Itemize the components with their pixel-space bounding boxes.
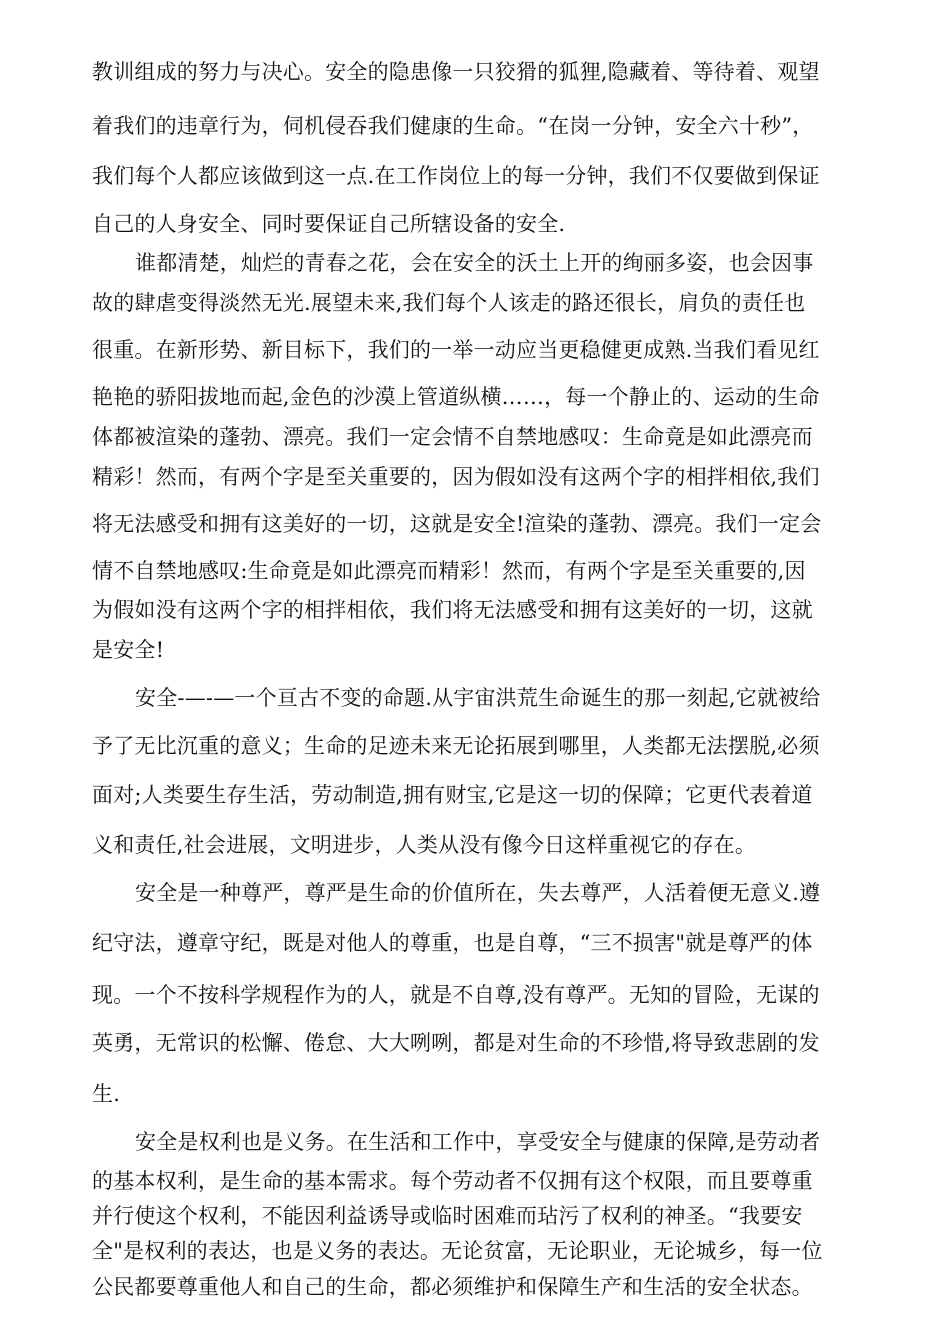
text-line: 现。一个不按科学规程作为的人，就是不自尊,没有尊严。无知的冒险，无谋的 <box>92 983 820 1007</box>
text-line: 我们每个人都应该做到这一点.在工作岗位上的每一分钟，我们不仅要做到保证 <box>92 164 820 188</box>
text-line: 为假如没有这两个字的相拌相依，我们将无法感受和拥有这美好的一切，这就 <box>92 598 813 622</box>
text-line: 体都被渲染的蓬勃、漂亮。我们一定会情不自禁地感叹：生命竟是如此漂亮而 <box>92 425 813 449</box>
text-line: 艳艳的骄阳拔地而起,金色的沙漠上管道纵横……，每一个静止的、运动的生命 <box>92 385 820 409</box>
text-line: 予了无比沉重的意义；生命的足迹未来无论拓展到哪里，人类都无法摆脱,必须 <box>92 734 820 758</box>
paragraph-first-line: 谁都清楚，灿烂的青春之花，会在安全的沃土上开的绚丽多姿，也会因事 <box>135 251 814 275</box>
text-line: 面对;人类要生存生活，劳动制造,拥有财宝,它是这一切的保障；它更代表着道 <box>92 783 813 807</box>
text-line: 并行使这个权利，不能因利益诱导或临时困难而玷污了权利的神圣。“我要安 <box>92 1204 803 1228</box>
text-line: 英勇，无常识的松懈、倦怠、大大咧咧，都是对生命的不珍惜,将导致悲剧的发 <box>92 1031 820 1055</box>
text-line: 自己的人身安全、同时要保证自己所辖设备的安全. <box>92 212 566 236</box>
text-line: 教训组成的努力与决心。安全的隐患像一只狡猾的狐狸,隐藏着、等待着、观望 <box>92 60 820 84</box>
text-line: 的基本权利，是生命的基本需求。每个劳动者不仅拥有这个权限，而且要尊重 <box>92 1169 813 1193</box>
text-line: 生. <box>92 1082 121 1106</box>
text-line: 义和责任,社会进展，文明进步，人类从没有像今日这样重视它的存在。 <box>92 833 757 857</box>
text-line: 很重。在新形势、新目标下，我们的一举一动应当更稳健更成熟.当我们看见红 <box>92 338 820 362</box>
text-line: 是安全! <box>92 638 165 662</box>
text-line: 故的肆虐变得淡然无光.展望未来,我们每个人该走的路还很长，肩负的责任也 <box>92 291 806 315</box>
text-line: 情不自禁地感叹:生命竟是如此漂亮而精彩！然而，有两个字是至关重要的,因 <box>92 559 806 583</box>
text-line: 将无法感受和拥有这美好的一切，这就是安全!渲染的蓬勃、漂亮。我们一定会 <box>92 512 822 536</box>
text-line: 全"是权利的表达，也是义务的表达。无论贫富，无论职业，无论城乡，每一位 <box>92 1239 823 1263</box>
paragraph-first-line: 安全-—-—一个亘古不变的命题.从宇宙洪荒生命诞生的那一刻起,它就被给 <box>135 686 821 710</box>
paragraph-first-line: 安全是权利也是义务。在生活和工作中，享受安全与健康的保障,是劳动者 <box>135 1130 821 1154</box>
text-line: 着我们的违章行为，伺机侵吞我们健康的生命。“在岗一分钟，安全六十秒”， <box>92 114 814 138</box>
text-line: 纪守法，遵章守纪，既是对他人的尊重，也是自尊，“三不损害"就是尊严的体 <box>92 931 813 955</box>
text-line: 精彩！然而，有两个字是至关重要的，因为假如没有这两个字的相拌相依,我们 <box>92 465 820 489</box>
paragraph-first-line: 安全是一种尊严，尊严是生命的价值所在，失去尊严，人活着便无意义.遵 <box>135 881 821 905</box>
text-line: 公民都要尊重他人和自己的生命，都必须维护和保障生产和生活的安全状态。 <box>92 1275 813 1299</box>
